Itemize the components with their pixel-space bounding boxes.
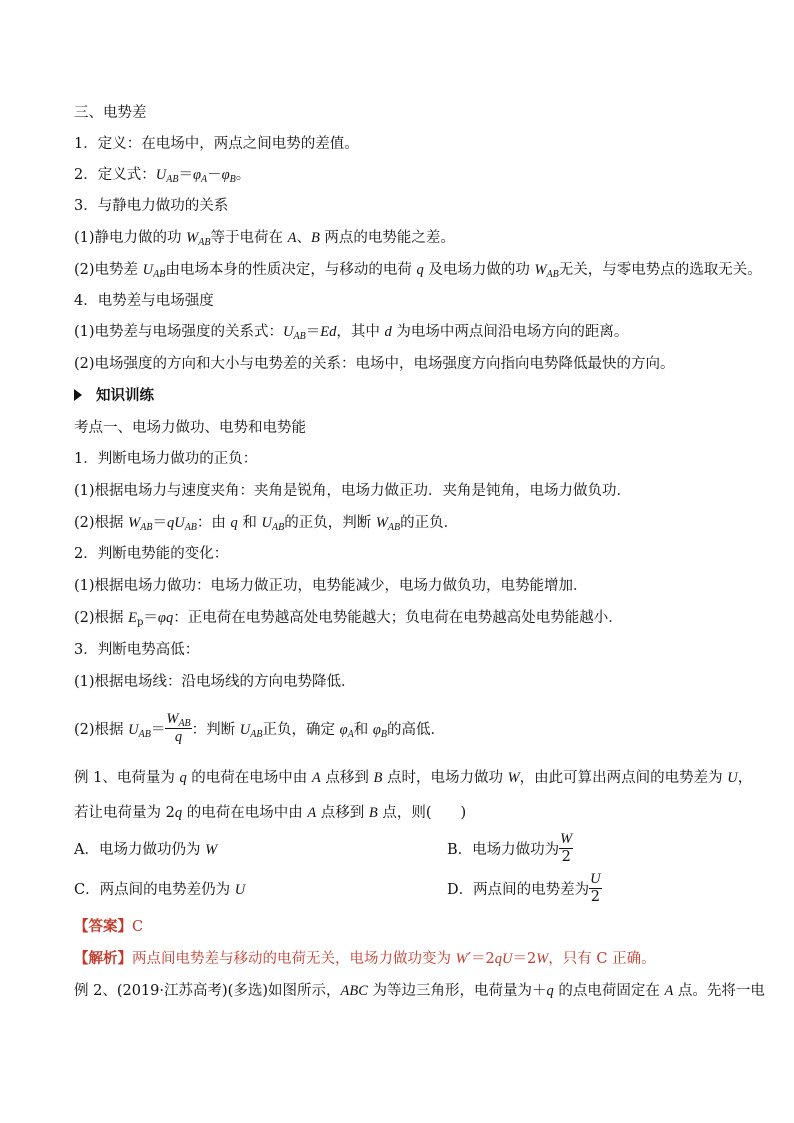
options-row-2	[74, 870, 734, 910]
training-heading: 知识训练	[74, 386, 734, 406]
definition-line: 1．定义：在电场中，两点之间电势的差值。	[74, 136, 359, 152]
option-c: C．两点间的电势差仍为 U	[74, 882, 246, 898]
formula-line: 2．定义式：$U_{AB}=\varphi_A-\varphi_B$。	[74, 167, 251, 185]
fraction: $\frac{W_{AB}}{q}$	[166, 710, 191, 745]
judge-2: 2．判断电势能的变化：	[74, 546, 229, 562]
option-b: B．电场力做功为 $\frac{W}{2}$	[447, 830, 573, 865]
judge-3b: (2)根据 $U_{AB}=$ $\frac{W_{AB}}{q}$ ：判断 $U_{AB}$正负，确定 $\varphi_A$和 $\varphi_B$的高低．	[74, 710, 445, 745]
section-title: 三、电势差	[74, 105, 147, 121]
judge-2a: (1)根据电场力做功：电场力做正功，电势能减少，电场力做负功，电势能增加．	[74, 578, 588, 594]
example1-line1: 例 1、电荷量为 q 的电荷在电场中由 A 点移到 B 点时，电场力做功 W，由此可算出两点间的电势差为 U，	[74, 770, 753, 786]
analysis-line: 【解析】两点间电势差与移动的电荷无关，电场力做功变为 W′＝2qU＝2W，只有 C 正确。	[74, 950, 656, 967]
judge-2b: (2)根据 $E_p=\varphi q$：正电荷在电势越高处电势能越大；负电荷在电势越高处电势能越小．	[74, 610, 623, 628]
judge-1: 1．判断电场力做功的正负：	[74, 451, 258, 467]
field-heading: 4．电势差与电场强度	[74, 293, 214, 309]
example1-line2: 若让电荷量为 2q 的电荷在电场中由 A 点移到 B 点，则( )	[74, 805, 467, 821]
judge-3: 3．判断电势高低：	[74, 642, 200, 658]
judge-1a: (1)根据电场力与速度夹角：夹角是锐角，电场力做正功．夹角是钝角，电场力做负功．	[74, 483, 632, 499]
relation-heading: 3．与静电力做功的关系	[74, 198, 229, 214]
relation-item-2: (2)电势差 $U_{AB}$由电场本身的性质决定，与移动的电荷 q 及电场力做的功 $W_{AB}$无关，与零电势点的选取无关。	[74, 262, 762, 280]
arrow-icon	[74, 389, 82, 401]
example2-line1: 例 2、(2019·江苏高考)(多选)如图所示，ABC 为等边三角形，电荷量为＋q 的点电荷固定在 A 点。先将一电	[74, 983, 765, 999]
option-d: D．两点间的电势差为 $\frac{U}{2}$	[447, 870, 601, 905]
options-row-1	[74, 830, 734, 870]
field-item-2: (2)电场强度的方向和大小与电势差的关系：电场中，电场强度方向指向电势降低最快的方向。	[74, 356, 675, 372]
answer-line: 【答案】C	[74, 918, 144, 935]
judge-3a: (1)根据电场线：沿电场线的方向电势降低．	[74, 674, 356, 690]
judge-1b: (2)根据 $W_{AB}=qU_{AB}$：由 q 和 $U_{AB}$的正负，判断 $W_{AB}$的正负．	[74, 515, 459, 533]
option-a: A．电场力做功仍为 W	[74, 842, 218, 858]
point-heading: 考点一、电场力做功、电势和电势能	[74, 420, 306, 436]
field-item-1: (1)电势差与电场强度的关系式：$U_{AB}=Ed$，其中 d 为电场中两点间沿电场方向的距离。	[74, 324, 629, 342]
relation-item-1: (1)静电力做的功 $W_{AB}$等于电荷在 A、B 两点的电势能之差。	[74, 230, 455, 248]
